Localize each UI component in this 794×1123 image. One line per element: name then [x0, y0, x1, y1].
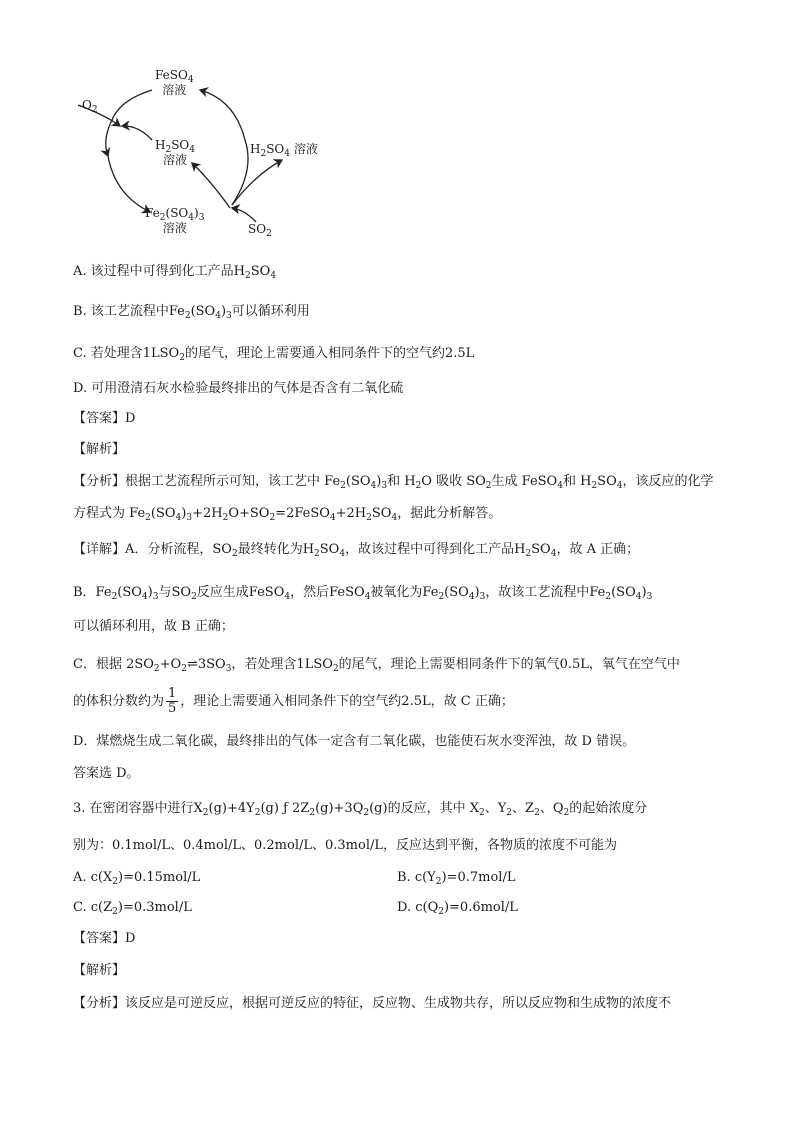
q3-option-a: A. $c(X_2)=0.15mol/L$ [73, 870, 201, 887]
fraction-one-fifth: $\frac{1}{5}$ [168, 686, 177, 716]
q2-detail-c-line2: 的体积分数约为 $\frac{1}{5}$ ，理论上需要通入相同条件下的空气约2.5L，故 C 正确； [73, 686, 514, 716]
arc-left-bottom [108, 156, 150, 212]
q3-stem-line1: 3. 在密闭容器中进行$X_2(g)+4Y_2(g)$ ƒ $2Z_2(g)+3Q_2(g)$的反应，其中 $X_2$、$Y_2$、$Z_2$、$Q_2$的起始浓度分 [73, 801, 648, 818]
label-o2: $O_2$ [82, 98, 98, 115]
arc-left-down [106, 120, 112, 156]
option-b: B. 该工艺流程中$Fe_2(SO_4)_3$可以循环利用 [73, 304, 310, 321]
label-fe2so43: $Fe_2(SO_4)_3$ 溶液 [145, 206, 205, 235]
to-h2so4-outer-arrow [232, 160, 282, 205]
label-h2so4-outer: $H_2SO_4$ 溶液 [250, 142, 318, 159]
q3-option-d: D. $c(Q_2)=0.6mol/L$ [397, 900, 518, 917]
q2-detail-b-line2: 可以循环利用，故 B 正确； [73, 619, 234, 634]
q2-analysis-line2: 方程式为 $Fe_2(SO_4)_3+2H_2O+SO_2=2FeSO_4+2H_2SO_4$，据此分析解答。 [73, 506, 502, 523]
q2-detail-a: 【详解】A．分析流程，$SO_2$最终转化为$H_2SO_4$，故该过程中可得到化工产品$H_2SO_4$，故 A 正确； [73, 542, 640, 559]
q2-detail-d: D．煤燃烧生成二氧化碳，最终排出的气体一定含有二氧化碳，也能使石灰水变浑浊，故 D 错误。 [73, 734, 636, 749]
option-d: D. 可用澄清石灰水检验最终排出的气体是否含有二氧化硫 [73, 381, 404, 396]
arc-right-top [200, 90, 245, 140]
q3-analysis-label: 【解析】 [73, 963, 126, 978]
q2-analysis-label: 【解析】 [73, 442, 126, 457]
label-feso4: FeSO$_4$ 溶液 [155, 68, 194, 97]
so2-inlet-arrow [232, 208, 256, 222]
h2so4-inner-arrow [122, 126, 152, 140]
option-a: A. 该过程中可得到化工产品$H_2SO_4$ [73, 264, 277, 281]
q3-option-b: B. $c(Y_2)=0.7mol/L$ [397, 870, 516, 887]
q3-stem-line2: 别为：0.1mol/L、0.4mol/L、0.2mol/L、0.3mol/L，反应达到平衡，各物质的浓度不可能为 [73, 838, 617, 853]
option-c: C. 若处理含$1LSO_2$的尾气，理论上需要通入相同条件下的空气约2.5L [73, 346, 475, 363]
arc-left-top [112, 90, 152, 120]
label-so2: $SO_2$ [248, 222, 272, 239]
q3-analysis-line1: 【分析】该反应是可逆反应，根据可逆反应的特征，反应物、生成物共存，所以反应物和生成物的浓度不 [73, 996, 672, 1011]
q3-option-c: C. $c(Z_2)=0.3mol/L$ [73, 900, 192, 917]
q2-answer: 【答案】D [73, 411, 136, 426]
q3-answer: 【答案】D [73, 931, 136, 946]
to-h2so4-inner-arrow [192, 163, 230, 208]
q2-detail-b: B．$Fe_2(SO_4)_3$与$SO_2$反应生成FeSO$_4$，然后FeSO$_4$被氧化为$Fe_2(SO_4)_3$，故该工艺流程中$Fe_2(SO_4)_3$ [73, 585, 653, 602]
q2-analysis-line1: 【分析】根据工艺流程所示可知，该工艺中 $Fe_2(SO_4)_3$和 $H_2O$ 吸收 $SO_2$生成 FeSO$_4$和 $H_2SO_4$，该反应的化学 [73, 474, 714, 491]
process-cycle-diagram [60, 60, 360, 250]
label-h2so4-inner: $H_2SO_4$ 溶液 [155, 138, 195, 167]
q2-detail-c: C．根据 $2SO_2+O_2\rightleftharpoons 3SO_3$，若处理含$1LSO_2$的尾气，理论上需要相同条件下的氧气0.5L，氧气在空气中 [73, 657, 680, 674]
q2-final-answer: 答案选 D。 [73, 766, 140, 781]
